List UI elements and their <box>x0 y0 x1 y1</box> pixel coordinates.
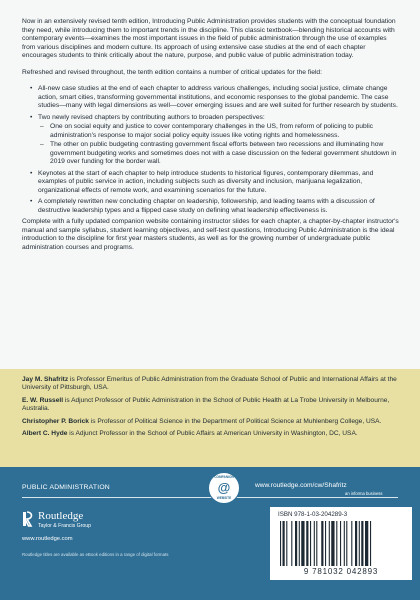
sub-bullet-public-budgeting: – The other on public budgeting contrasting government fiscal efforts between two recessions and illuminating how government budgeting works and sometimes does not with a case discussion on the federal government shutdown in 2019 over funding for the border wall. <box>40 141 400 167</box>
badge-top-text: COMPANION <box>214 475 234 479</box>
companion-website-url[interactable]: www.routledge.com/cw/Shafritz <box>255 482 347 489</box>
author-bios <box>0 369 420 467</box>
publisher-website[interactable]: www.routledge.com <box>22 536 73 542</box>
author-bio <box>22 397 398 414</box>
author-name: E. W. Russell <box>22 396 64 404</box>
sub-bullet-list <box>40 123 400 167</box>
bullet-leadership-chapter: • A completely rewritten new concluding chapter on leadership, followership, and leading teams with a discussion of destructive leadership types and a flipped case study on defining what leadership effectiveness is. <box>30 198 400 215</box>
author-bio <box>22 418 398 426</box>
author-bio-text: is Professor of Political Science in the Department of Political Science at Muhlenberg College, USA. <box>88 417 382 425</box>
author-bio-text: is Adjunct Professor in the School of Public Affairs at American University in Washington, DC, USA. <box>67 430 358 438</box>
bullet-case-studies: • All-new case studies at the end of each chapter to address various challenges, including social justice, climate change action, smart cities, transforming governmental institutions, and economic responses to the global pandemic. The case studies—many with legal dimensions as well—cover emerging issues and are well suited for further research by students. <box>30 85 400 111</box>
author-bio-text: is Adjunct Professor of Public Administration in the School of Public Health at La Trobe University in Melbourne, Australia. <box>22 396 390 413</box>
barcode-digits: 9 781032 042893 <box>303 567 379 576</box>
bullet-revised-chapters <box>30 114 400 167</box>
publisher-name: Routledge <box>38 510 84 522</box>
author-bio <box>22 430 398 438</box>
bullet-keynotes: • Keynotes at the start of each chapter to help introduce students to historical figures, contemporary dilemmas, and examples of public service in action, including subjects such as diversity and inclusion, marijuana legalization, organizational effects of remote work, and examining scenarios for the future. <box>30 170 400 196</box>
author-bio-text: is Professor Emeritus of Public Administration from the Graduate School of Public and International Affairs at the University of Pittsburgh, USA. <box>22 376 397 392</box>
routledge-logo-icon <box>22 511 34 527</box>
intro-paragraph: Now in an extensively revised tenth edition, Introducing Public Administration provides students with the conceptual foundation they need, while introducing them to important trends in the discipline. This classic textbook—blending historical accounts with contemporary events—examines the most important issues in the field of public administration through the use of examples from various disciplines and modern culture. Its approach of using extensive case studies at the end of each chapter encourages students to think critically about the nature, purpose, and public value of public administration today. <box>22 18 396 59</box>
isbn-barcode-box <box>270 507 412 580</box>
barcode-image <box>278 521 404 566</box>
back-cover-footer <box>0 467 420 600</box>
author-bio <box>22 376 398 393</box>
badge-bottom-text: WEBSITE <box>216 496 232 500</box>
isbn-number: ISBN 978-1-03-204289-3 <box>278 511 348 518</box>
closing-paragraph: Complete with a fully updated companion website containing instructor slides for each chapter, a chapter-by-chapter instructor's manual and sample syllabus, student learning objectives, and self-test questions, Introducing Public Administration is the ideal introduction to the discipline for first year masters students, as well as for the growing number of undergraduate public administration courses and programs. <box>22 218 399 251</box>
companion-website-badge <box>208 472 240 504</box>
publisher-group: Taylor & Francis Group <box>38 523 92 529</box>
informa-tagline: an informa business <box>345 491 383 496</box>
at-sign-icon: @ <box>217 480 231 495</box>
author-name: Christopher P. Borick <box>22 417 89 425</box>
author-name: Albert C. Hyde <box>22 430 68 438</box>
author-name: Jay M. Shafritz <box>22 376 69 383</box>
updates-list <box>30 85 400 215</box>
bullet-revised-chapters-text: Two newly revised chapters by contributing authors to broaden perspectives: <box>38 113 265 121</box>
sub-bullet-social-equity: – One on social equity and justice to cover contemporary challenges in the US, from reform of policing to public administration's response to major social policy equity issues like voting rights and homelessness. <box>40 123 400 140</box>
book-description <box>22 18 400 260</box>
refreshed-paragraph: Refreshed and revised throughout, the tenth edition contains a number of critical updates for the field: <box>22 68 323 76</box>
ebook-disclaimer: Routledge titles are available as eBook editions in a range of digital formats <box>22 552 169 557</box>
subject-category: PUBLIC ADMINISTRATION <box>22 484 110 491</box>
